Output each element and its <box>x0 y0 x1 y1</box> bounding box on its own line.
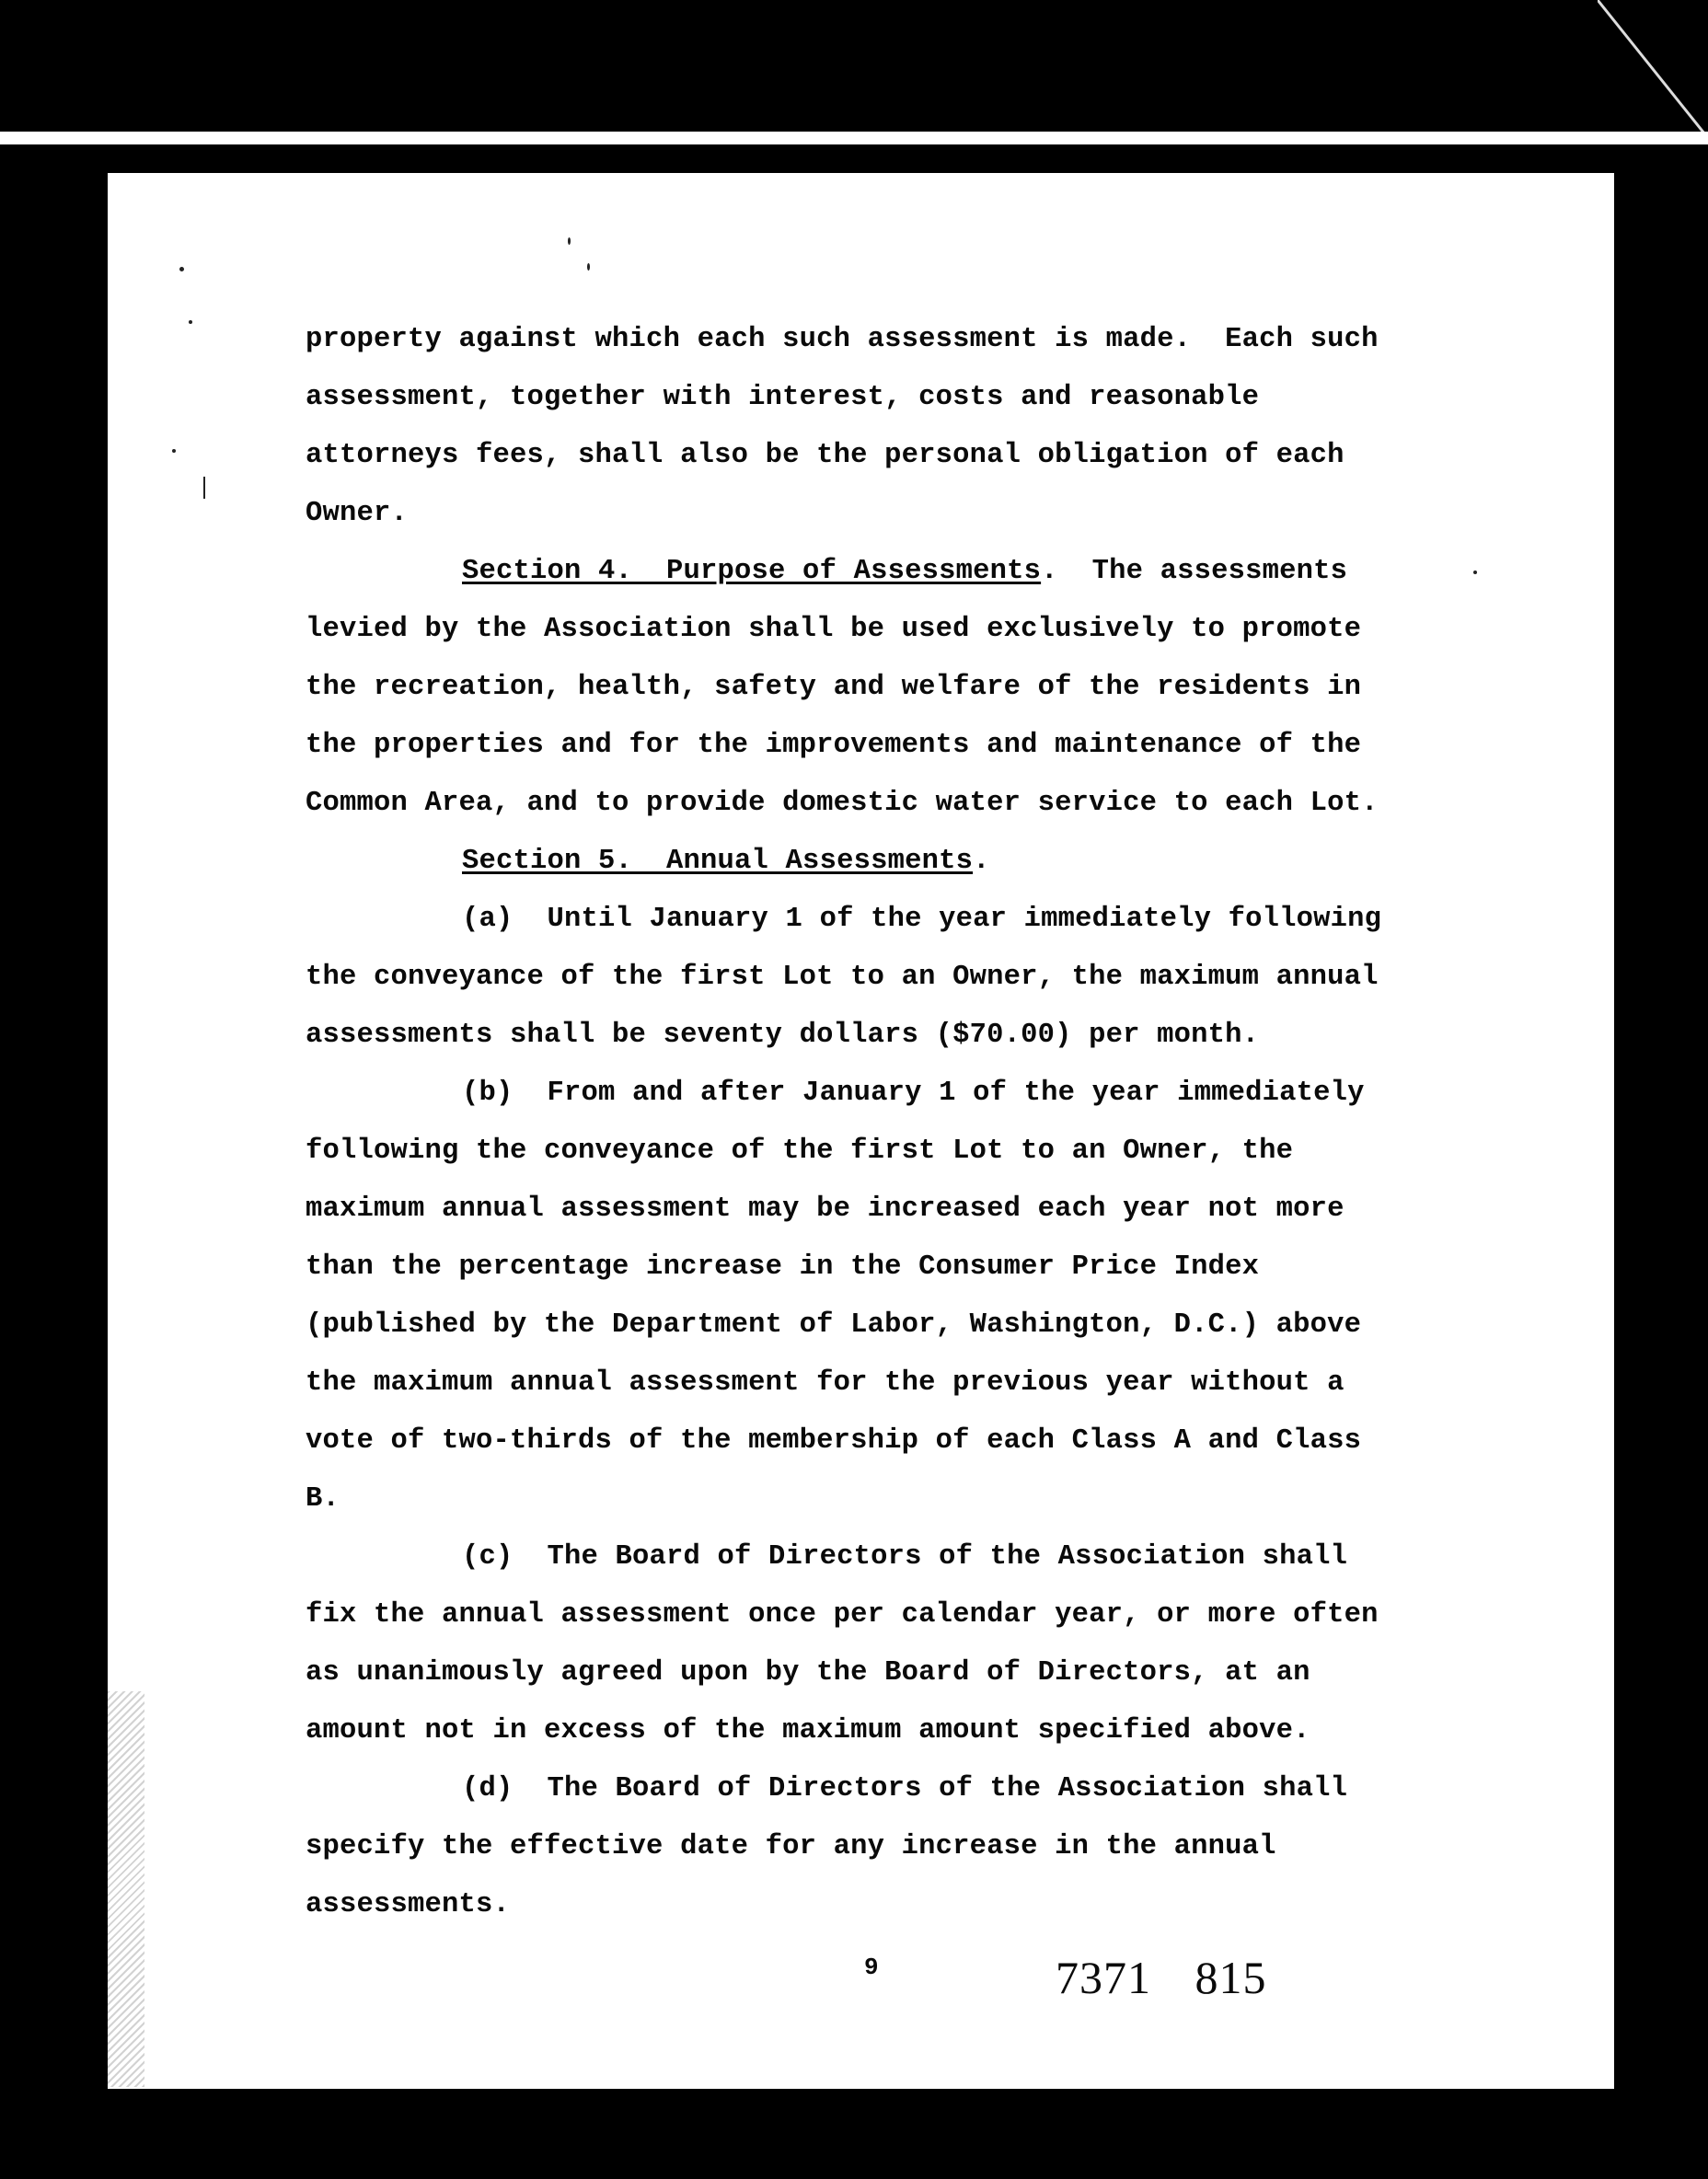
scan-speck <box>203 477 205 499</box>
text-line: assessments shall be seventy dollars ($70.00) per month. <box>306 1020 1260 1051</box>
scan-speck <box>179 267 184 271</box>
document-body <box>306 311 1566 1934</box>
page-number: 9 <box>864 1954 879 1981</box>
scan-corner-mark <box>1598 0 1708 138</box>
document-reference-number: 7371 815 <box>1056 1952 1267 2003</box>
text-line: assessments. <box>306 1889 511 1920</box>
text-line: as unanimously agreed upon by the Board of Directors, at an <box>306 1657 1310 1689</box>
scan-speck <box>172 449 176 453</box>
text-line: the conveyance of the first Lot to an Owner, the maximum annual <box>306 962 1379 993</box>
text-line: (published by the Department of Labor, Washington, D.C.) above <box>306 1309 1362 1341</box>
text-line: maximum annual assessment may be increased each year not more <box>306 1193 1344 1225</box>
text-line: attorneys fees, shall also be the personal obligation of each <box>306 440 1344 471</box>
text-line: specify the effective date for any increase in the annual <box>306 1831 1276 1862</box>
clause-d-first-line: (d) The Board of Directors of the Association shall <box>462 1773 1348 1804</box>
scan-top-rule <box>0 132 1708 144</box>
text-line: Common Area, and to provide domestic water service to each Lot. <box>306 788 1379 819</box>
text-line: the recreation, health, safety and welfare of the residents in <box>306 672 1362 703</box>
text-line: the properties and for the improvements and maintenance of the <box>306 730 1362 761</box>
scan-speck <box>568 237 571 245</box>
text-line: levied by the Association shall be used exclusively to promote <box>306 614 1362 645</box>
text-line: following the conveyance of the first Lot to an Owner, the <box>306 1136 1294 1167</box>
text-line: than the percentage increase in the Consumer Price Index <box>306 1251 1260 1283</box>
text-line: amount not in excess of the maximum amount specified above. <box>306 1715 1310 1747</box>
clause-a-first-line: (a) Until January 1 of the year immediately following <box>462 904 1382 935</box>
scan-speck <box>587 263 590 271</box>
clause-b-first-line: (b) From and after January 1 of the year immediately <box>462 1078 1365 1109</box>
section-4-heading: Section 4. Purpose of Assessments <box>462 556 1042 587</box>
section-5-heading-suffix: . <box>973 846 990 877</box>
section-5-heading-line <box>306 833 1566 891</box>
text-line: property against which each such assessment is made. Each such <box>306 324 1379 355</box>
section-4-heading-suffix: . The assessments <box>1041 556 1348 587</box>
text-line: fix the annual assessment once per calendar year, or more often <box>306 1599 1379 1631</box>
scan-speck <box>1473 571 1477 574</box>
scan-noise <box>108 1691 144 2087</box>
clause-c-first-line: (c) The Board of Directors of the Association shall <box>462 1541 1348 1573</box>
section-4-heading-line <box>306 543 1566 601</box>
scan-speck <box>189 320 192 324</box>
section-5-heading: Section 5. Annual Assessments <box>462 846 974 877</box>
text-line: assessment, together with interest, costs and reasonable <box>306 382 1260 413</box>
document-page <box>108 173 1614 2089</box>
text-line: the maximum annual assessment for the previous year without a <box>306 1367 1344 1399</box>
text-line: B. <box>306 1483 340 1515</box>
text-line: Owner. <box>306 498 409 529</box>
text-line: vote of two-thirds of the membership of each Class A and Class <box>306 1425 1362 1457</box>
